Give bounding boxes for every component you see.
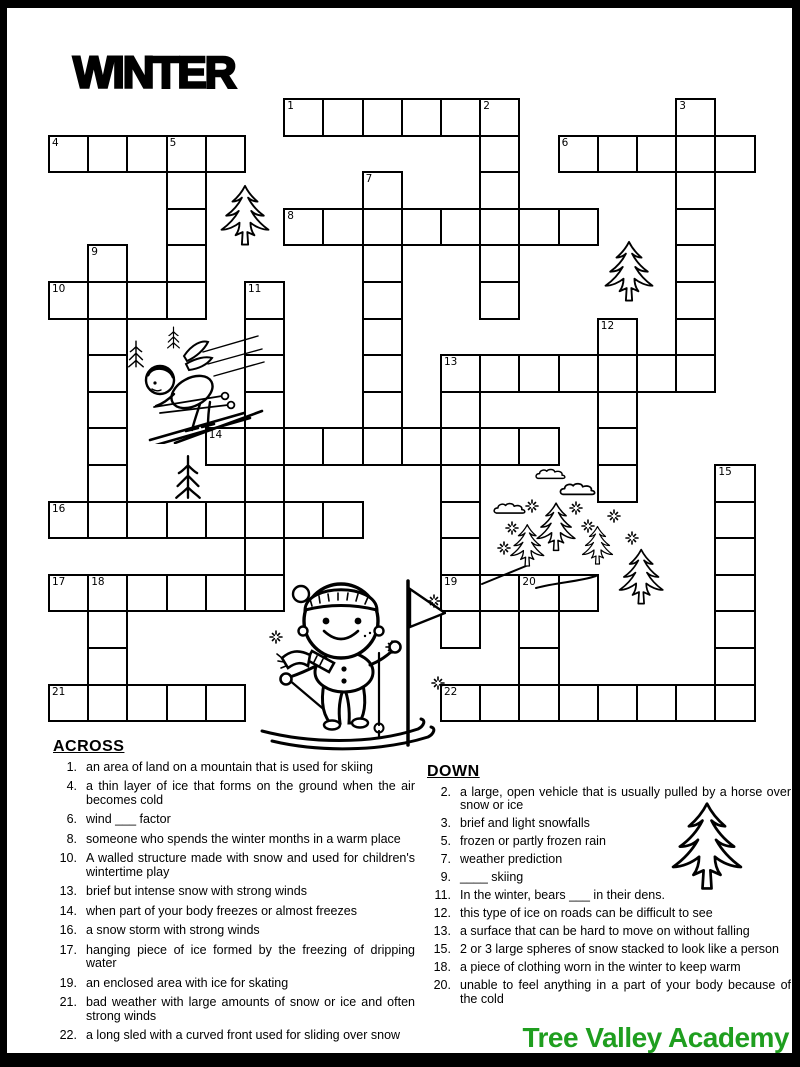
grid-cell xyxy=(675,354,716,393)
cell-number: 20 xyxy=(522,575,536,588)
cell-number: 13 xyxy=(444,356,458,369)
grid-cell xyxy=(440,684,481,723)
across-clue-list xyxy=(53,761,415,1043)
clue-number: 4. xyxy=(66,779,77,793)
clue-number: 1. xyxy=(66,759,77,774)
grid-cell xyxy=(362,354,403,393)
clue-item xyxy=(53,833,415,847)
sapling-icon xyxy=(175,452,201,502)
grid-cell xyxy=(479,684,520,723)
grid-cell xyxy=(87,610,128,649)
grid-cell xyxy=(87,574,128,613)
cell-number: 6 xyxy=(561,136,569,149)
clue-text: bad weather with large amounts of snow or ice and often strong winds xyxy=(86,995,415,1023)
grid-cell xyxy=(714,537,755,576)
cell-number: 18 xyxy=(91,575,105,588)
clue-item xyxy=(53,852,415,879)
clue-text: a large, open vehicle that is usually pulled by a horse over snow or ice xyxy=(460,784,791,812)
grid-cell xyxy=(205,501,246,540)
cell-number: 12 xyxy=(600,319,615,332)
clue-number: 13. xyxy=(433,924,451,938)
cell-number: 19 xyxy=(444,575,458,588)
clue-item xyxy=(53,761,415,775)
grid-cell xyxy=(87,647,128,686)
down-clues-section xyxy=(427,765,791,1011)
grid-cell xyxy=(48,684,89,723)
grid-cell xyxy=(322,98,363,137)
clue-item xyxy=(427,907,791,921)
grid-cell xyxy=(362,391,403,430)
grid-cell xyxy=(244,281,285,320)
across-clues-section xyxy=(53,740,415,1049)
clue-text: someone who spends the winter months in a warm place xyxy=(86,831,401,846)
cell-number: 17 xyxy=(52,575,66,588)
grid-cell xyxy=(714,684,755,723)
clue-text: an enclosed area with ice for skating xyxy=(86,975,289,990)
grid-cell xyxy=(87,684,128,723)
clue-number: 3. xyxy=(440,816,451,830)
grid-cell xyxy=(126,135,167,174)
grid-cell xyxy=(166,135,207,174)
grid-cell xyxy=(440,464,481,503)
grid-cell xyxy=(362,427,403,466)
grid-cell xyxy=(558,208,599,247)
clue-text: brief and light snowfalls xyxy=(460,816,590,830)
cell-number: 9 xyxy=(91,246,98,259)
grid-cell xyxy=(675,208,716,247)
grid-cell xyxy=(440,208,481,247)
clue-item xyxy=(53,996,415,1023)
cell-number: 14 xyxy=(208,429,223,442)
clue-text: a long sled with a curved front used for sliding over snow xyxy=(86,1028,401,1042)
grid-cell xyxy=(48,135,89,174)
grid-cell xyxy=(166,574,207,613)
grid-cell xyxy=(166,208,207,247)
grid-cell xyxy=(205,574,246,613)
clue-text: hanging piece of ice formed by the freezing of dripping water xyxy=(86,942,415,970)
clue-number: 7. xyxy=(440,852,451,866)
grid-cell xyxy=(440,610,481,649)
clue-number: 5. xyxy=(440,834,451,848)
clue-number: 16. xyxy=(59,923,77,937)
clue-text: this type of ice on roads can be difficult to see xyxy=(460,906,713,920)
clue-item xyxy=(53,813,415,827)
clue-text: frozen or partly frozen rain xyxy=(460,834,606,848)
cell-number: 16 xyxy=(52,502,66,515)
brand-footer: Tree Valley Academy xyxy=(522,1022,789,1053)
clue-item xyxy=(427,961,791,975)
grid-cell xyxy=(244,501,285,540)
clue-item xyxy=(427,786,791,813)
cell-number: 8 xyxy=(287,209,294,222)
clue-text: when part of your body freezes or almost freezes xyxy=(86,903,357,918)
grid-cell xyxy=(166,281,207,320)
grid-cell xyxy=(440,501,481,540)
cell-number: 1 xyxy=(287,100,294,112)
pine-tree-icon xyxy=(601,238,657,310)
grid-cell xyxy=(714,135,755,174)
grid-cell xyxy=(87,244,128,283)
grid-cell xyxy=(87,135,128,174)
grid-cell xyxy=(479,98,520,137)
grid-cell xyxy=(48,281,89,320)
grid-cell xyxy=(479,244,520,283)
clue-number: 6. xyxy=(66,812,77,826)
clue-text: a thin layer of ice that forms on the ground when the air becomes cold xyxy=(86,779,415,807)
grid-cell xyxy=(714,574,755,613)
grid-cell xyxy=(87,281,128,320)
grid-cell xyxy=(87,464,128,503)
grid-cell xyxy=(714,647,755,686)
grid-cell xyxy=(675,281,716,320)
grid-cell xyxy=(479,281,520,320)
clue-text: unable to feel anything in a part of your body because of the cold xyxy=(460,978,791,1006)
clue-item xyxy=(53,885,415,899)
grid-cell xyxy=(48,574,89,613)
clue-text: an area of land on a mountain that is used for skiing xyxy=(86,759,373,774)
grid-cell xyxy=(401,208,442,247)
clue-number: 11. xyxy=(434,888,451,902)
cell-number: 22 xyxy=(444,685,458,698)
grid-cell xyxy=(48,501,89,540)
clue-item xyxy=(427,889,791,903)
grid-cell xyxy=(597,135,638,174)
grid-cell xyxy=(440,98,481,137)
down-header: DOWN xyxy=(427,763,480,780)
grid-cell xyxy=(166,684,207,723)
grid-cell xyxy=(126,281,167,320)
clue-number: 13. xyxy=(59,884,77,898)
grid-cell xyxy=(479,135,520,174)
grid-cell xyxy=(126,574,167,613)
grid-cell xyxy=(675,98,716,137)
grid-cell xyxy=(87,501,128,540)
cell-number: 5 xyxy=(169,136,177,149)
grid-cell xyxy=(479,171,520,210)
grid-cell xyxy=(714,610,755,649)
grid-cell xyxy=(558,354,599,393)
cell-number: 7 xyxy=(365,173,373,186)
clue-text: a piece of clothing worn in the winter to keep warm xyxy=(460,960,741,974)
grid-cell xyxy=(322,427,363,466)
grid-cell xyxy=(362,244,403,283)
clue-text: weather prediction xyxy=(460,852,563,866)
clue-item xyxy=(427,979,791,1006)
clue-text: 2 or 3 large spheres of snow stacked to look like a person xyxy=(460,942,779,956)
grid-cell xyxy=(244,464,285,503)
grid-cell xyxy=(362,208,403,247)
clue-text: In the winter, bears ___ in their dens. xyxy=(460,888,665,902)
clue-number: 22. xyxy=(59,1028,77,1042)
grid-cell xyxy=(283,208,324,247)
grid-cell xyxy=(675,318,716,357)
clue-item xyxy=(53,924,415,938)
grid-cell xyxy=(362,318,403,357)
grid-cell xyxy=(166,171,207,210)
cell-number: 21 xyxy=(52,685,66,698)
clue-item xyxy=(427,835,791,849)
grid-cell xyxy=(440,537,481,576)
grid-cell xyxy=(518,684,559,723)
clue-item xyxy=(53,977,415,991)
grid-cell xyxy=(166,244,207,283)
grid-cell xyxy=(440,427,481,466)
grid-cell xyxy=(675,684,716,723)
cell-number: 3 xyxy=(679,100,686,112)
downhill-skier-illustration xyxy=(108,322,266,444)
grid-cell xyxy=(597,391,638,430)
grid-cell xyxy=(636,135,677,174)
clue-number: 8. xyxy=(66,831,77,846)
grid-cell xyxy=(636,354,677,393)
cell-number: 2 xyxy=(483,100,490,112)
clue-item xyxy=(427,817,791,831)
grid-cell xyxy=(440,574,481,613)
grid-cell xyxy=(675,135,716,174)
across-header: ACROSS xyxy=(53,738,125,755)
clue-number: 17. xyxy=(59,942,77,957)
clue-text: a surface that can be hard to move on without falling xyxy=(460,924,750,938)
clue-item xyxy=(427,853,791,867)
grid-cell xyxy=(714,501,755,540)
clue-number: 14. xyxy=(59,903,77,918)
grid-cell xyxy=(283,501,324,540)
clue-item xyxy=(53,1029,415,1043)
clue-number: 15. xyxy=(433,942,451,956)
clue-number: 20. xyxy=(433,978,451,992)
grid-cell xyxy=(401,427,442,466)
grid-cell xyxy=(518,354,559,393)
grid-cell xyxy=(283,98,324,137)
grid-cell xyxy=(322,501,363,540)
page-title: WINTER xyxy=(73,47,235,98)
grid-cell xyxy=(597,684,638,723)
grid-cell xyxy=(558,684,599,723)
grid-cell xyxy=(597,354,638,393)
grid-cell xyxy=(322,208,363,247)
clue-number: 19. xyxy=(59,975,77,990)
cell-number: 4 xyxy=(52,136,59,149)
clue-text: A walled structure made with snow and used for children's wintertime play xyxy=(86,851,415,879)
clue-item xyxy=(427,925,791,939)
clue-item xyxy=(427,871,791,885)
clue-item xyxy=(53,780,415,807)
grid-cell xyxy=(518,647,559,686)
grid-cell xyxy=(636,684,677,723)
clue-text: a snow storm with strong winds xyxy=(86,923,260,937)
grid-cell xyxy=(675,171,716,210)
grid-cell xyxy=(205,684,246,723)
clue-number: 12. xyxy=(433,906,451,920)
grid-cell xyxy=(479,208,520,247)
grid-cell xyxy=(597,318,638,357)
grid-cell xyxy=(166,501,207,540)
grid-cell xyxy=(401,98,442,137)
child-skier-with-flag-illustration xyxy=(248,573,446,757)
clue-number: 2. xyxy=(440,784,451,799)
grid-cell xyxy=(362,98,403,137)
grid-cell xyxy=(714,464,755,503)
clue-item xyxy=(53,905,415,919)
grid-cell xyxy=(205,135,246,174)
cell-number: 15 xyxy=(718,466,732,478)
clue-text: wind ___ factor xyxy=(86,812,171,826)
cell-number: 11 xyxy=(248,283,262,295)
grid-cell xyxy=(244,537,285,576)
grid-cell xyxy=(479,354,520,393)
clue-item xyxy=(427,943,791,957)
pine-tree-icon xyxy=(216,182,274,254)
grid-cell xyxy=(518,208,559,247)
clue-text: ____ skiing xyxy=(460,870,524,884)
grid-cell xyxy=(440,354,481,393)
grid-cell xyxy=(362,281,403,320)
cell-number: 10 xyxy=(52,283,66,295)
grid-cell xyxy=(362,171,403,210)
grid-cell xyxy=(440,391,481,430)
snowy-pine-forest-illustration xyxy=(478,460,678,620)
clue-number: 21. xyxy=(59,995,77,1009)
grid-cell xyxy=(675,244,716,283)
clue-item xyxy=(53,944,415,971)
grid-cell xyxy=(283,427,324,466)
clue-number: 18. xyxy=(433,960,451,974)
down-clue-list xyxy=(427,786,791,1007)
clue-number: 10. xyxy=(59,851,77,865)
clue-text: brief but intense snow with strong winds xyxy=(86,884,307,898)
grid-cell xyxy=(126,501,167,540)
clue-number: 9. xyxy=(440,870,451,884)
grid-cell xyxy=(126,684,167,723)
grid-cell xyxy=(558,135,599,174)
